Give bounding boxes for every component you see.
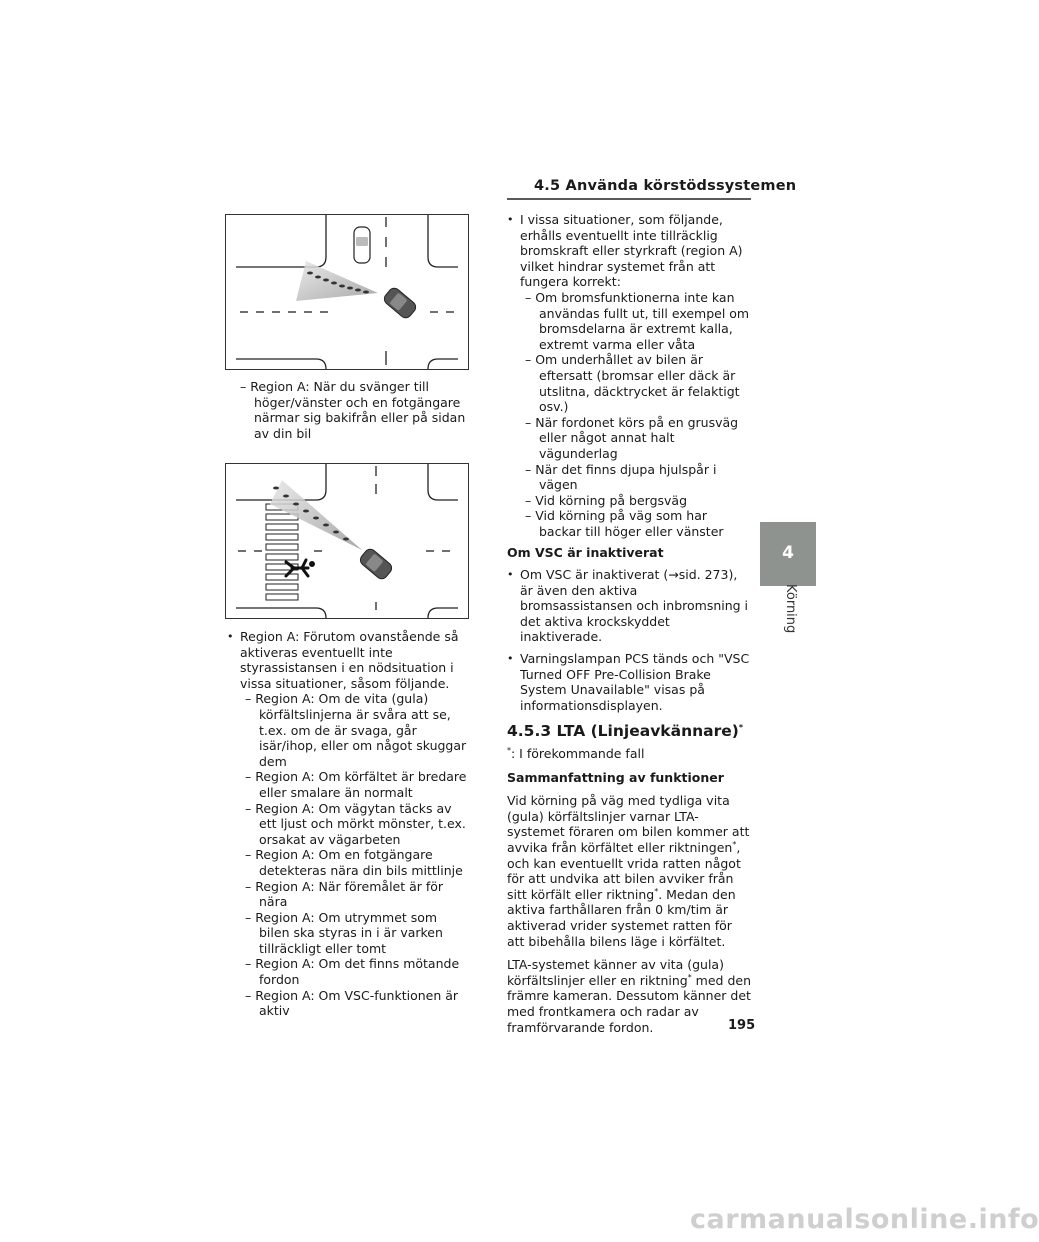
lta-heading [507,724,753,740]
para2-text-b: med den främre kameran. Dessutom känner det med frontkamera och radar av framförvarande fordon. [507,972,751,1035]
list-item: – Region A: Om en fotgängare detekteras nära din bils mittlinje [245,847,463,878]
footnote [507,746,753,762]
vsc-bullet-2: • Varningslampan PCS tänds och "VSC Turned OFF Pre-Collision Brake System Unavailable" visas på informationsdisplayen. [507,651,753,713]
footnote-text: : I förekommande fall [511,746,645,761]
para1-text-b: , och kan eventuellt vrida ratten något för att undvika att bilen avviker från sitt körfält eller riktning [507,839,741,902]
section-header: 4.5 Använda körstödssystemen [534,178,797,194]
list-item: – Region A: Om körfältet är bredare eller smalare än normalt [245,769,467,800]
lta-heading-text: 4.5.3 LTA (Linjeavkännare) [507,722,739,741]
vsc-bullet-1: • Om VSC är inaktiverat (→sid. 273), är även den aktiva bromsassistansen och inbromsning i det aktiva krockskyddet inaktiverade. [507,567,753,645]
watermark: carmanualsonline.info [690,1204,1039,1235]
header-rule [507,198,751,200]
left-column-list [227,629,469,1019]
vsc-heading: Om VSC är inaktiverat [507,545,664,561]
list-item: – Vid körning på väg som har backar till höger eller vänster [525,508,724,539]
para1-star-1: * [732,839,737,849]
list-item: – När fordonet körs på en grusväg eller något annat halt vägunderlag [525,414,739,461]
chapter-number: 4 [782,543,794,563]
list-item: – När det finns djupa hjulspår i vägen [525,461,717,493]
figure-turning-car [225,214,469,370]
list-item: – Region A: Om utrymmet som bilen ska styras in i är varken tillräckligt eller tomt [245,909,443,956]
list-item: – Region A: Om VSC-funktionen är aktiv [245,987,459,1019]
list-item: – Region A: När föremålet är för nära [245,878,444,910]
para2-text-a: LTA-systemet känner av vita (gula) körfältslinjer eller en riktning [507,957,724,988]
summary-paragraph-2 [507,957,756,1035]
lta-heading-star: * [738,723,744,733]
list-item: – Om bromsfunktionerna inte kan användas fullt ut, till exempel om bromsdelarna är extremt kalla, extremt varma eller våta [525,289,750,352]
right-column [507,212,756,1035]
list-item: – Region A: Om det finns mötande fordon [245,956,460,988]
footnote-star: * [507,745,511,755]
summary-paragraph-1 [507,793,753,949]
chapter-label: Körning [783,584,798,634]
chapter-label-box [770,584,810,644]
left-column-caption [240,379,470,441]
left-bullet: • Region A: Förutom ovanstående så aktiveras eventuellt inte styrassistansen i en nödsituation i vissa situationer, såsom följande. [227,629,469,691]
list-item: – Om underhållet av bilen är eftersatt (bromsar eller däck är utslitna, däcktrycket är felaktigt osv.) [525,352,740,415]
para1-text-a: Vid körning på väg med tydliga vita (gula) körfältslinjer varnar LTA-systemet föraren om bilen kommer att avvika från körfältet eller riktningen [507,793,750,855]
figure-pedestrian-crossing [225,463,469,619]
right-bullet-1: • I vissa situationer, som följande, erhålls eventuellt inte tillräcklig bromskraft eller styrkraft (region A) vilket hindrar systemet från att fungera korrekt: [507,212,753,290]
figure1-caption: – Region A: När du svänger till höger/vänster och en fotgängare närmar sig bakifrån eller på sidan av din bil [240,379,466,441]
page-number: 195 [728,1018,756,1033]
list-item: – Vid körning på bergsväg [525,492,688,508]
list-item: – Region A: Om de vita (gula) körfältslinjerna är svåra att se, t.ex. om de är svaga, går isär/ihop, eller om något skuggar dem [245,691,467,769]
list-item: – Region A: Om vägytan täcks av ett ljust och mörkt mönster, t.ex. orsakat av vägarbeten [245,800,466,847]
para1-text-c: . Medan den aktiva farthållaren från 0 km/tim är aktiverad vrider systemet ratten för att bibehålla bilens läge i körfältet. [507,886,736,949]
para1-star-2: * [654,886,659,896]
summary-heading: Sammanfattning av funktioner [507,769,724,785]
para2-star: * [687,972,692,982]
